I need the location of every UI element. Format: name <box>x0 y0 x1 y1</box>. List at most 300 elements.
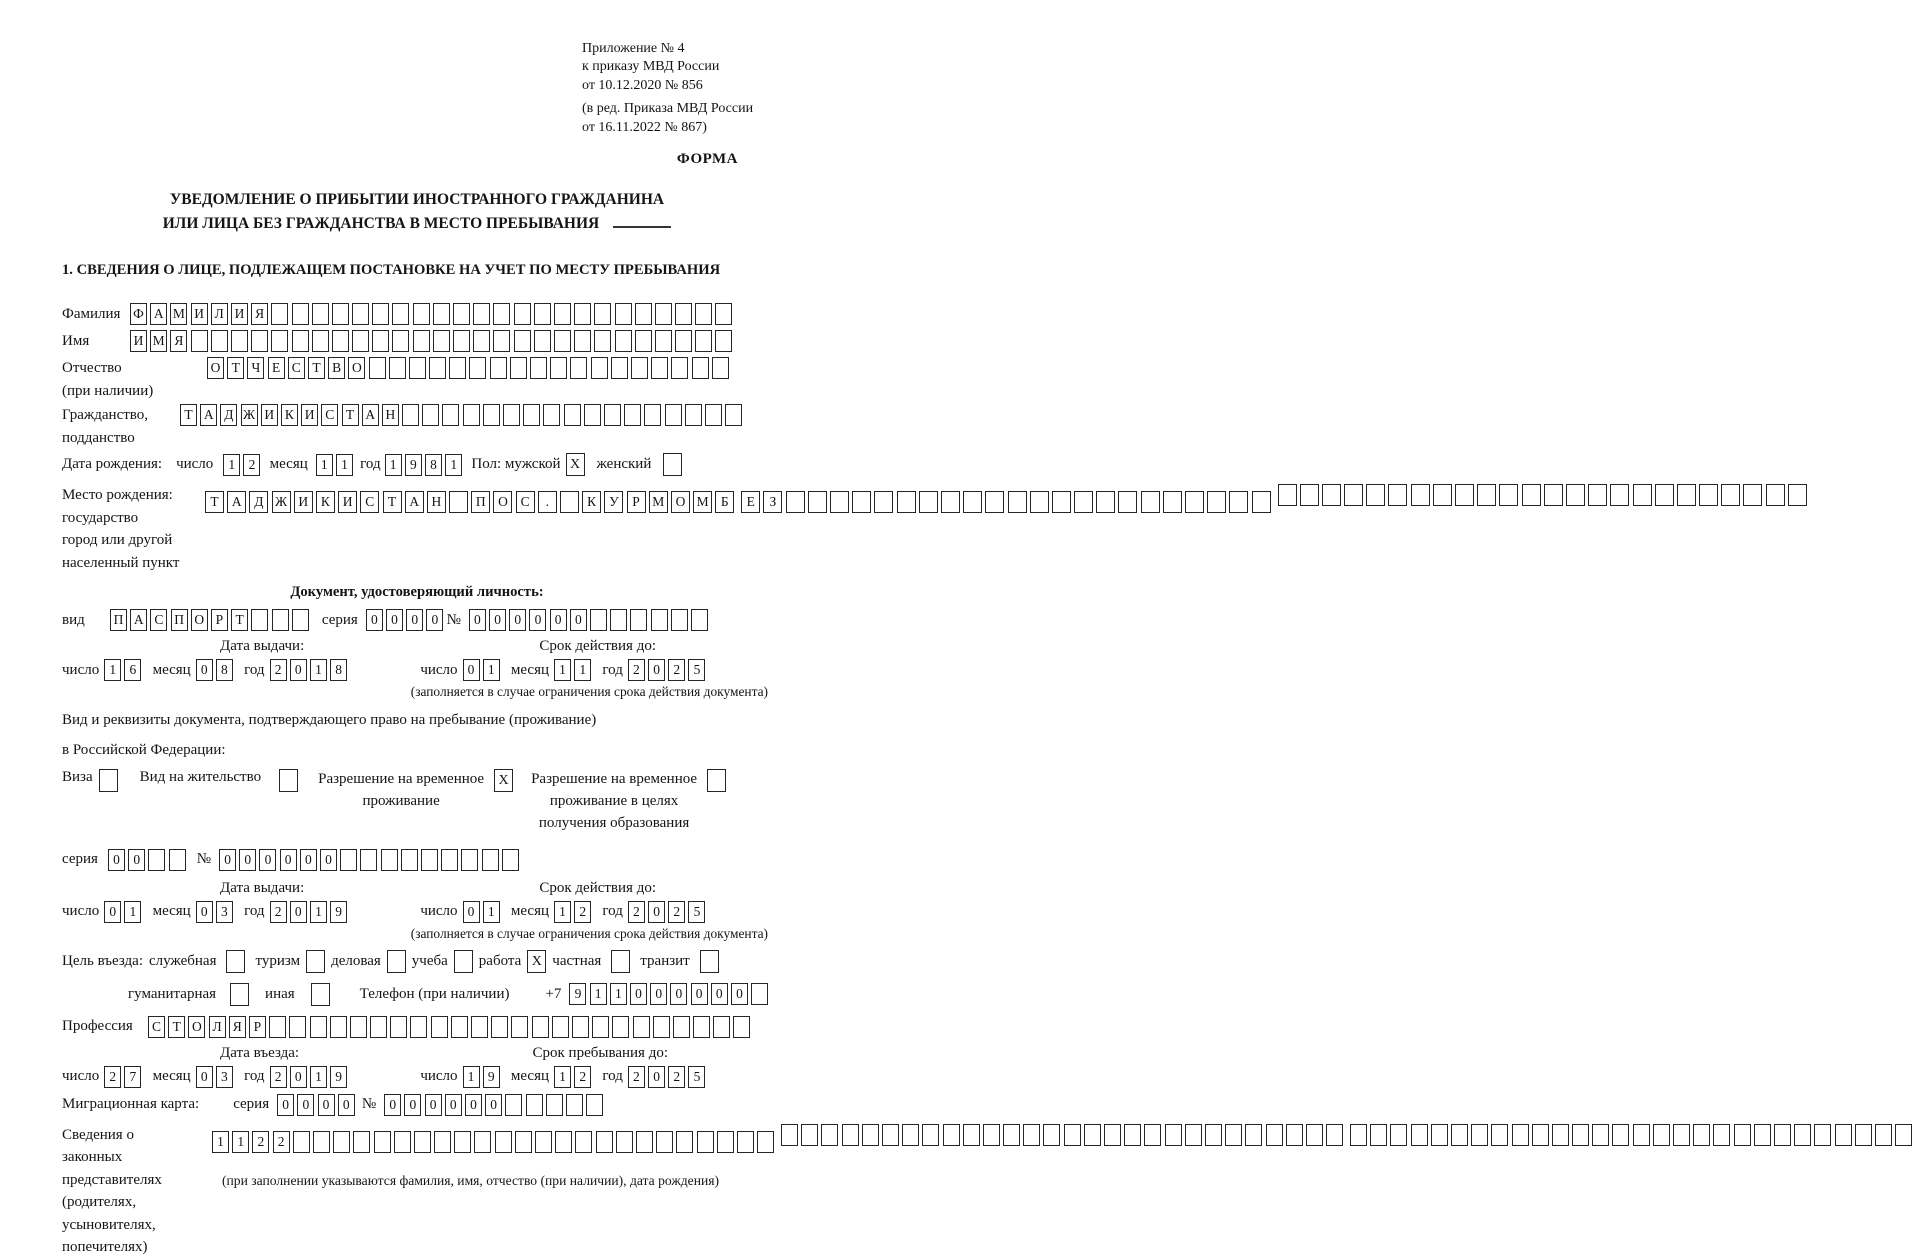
char-box[interactable] <box>635 303 652 325</box>
char-box[interactable]: 1 <box>554 659 571 681</box>
char-box[interactable]: Р <box>211 609 228 631</box>
char-box[interactable] <box>441 849 458 871</box>
char-box[interactable] <box>610 609 627 631</box>
char-box[interactable] <box>1266 1124 1283 1146</box>
char-box[interactable]: 0 <box>670 983 687 1005</box>
char-box[interactable] <box>352 303 369 325</box>
char-box[interactable]: 2 <box>574 901 591 923</box>
char-box[interactable] <box>1064 1124 1081 1146</box>
char-box[interactable]: 1 <box>336 454 353 476</box>
char-box[interactable]: 1 <box>223 454 240 476</box>
char-box[interactable]: 2 <box>243 454 260 476</box>
char-box[interactable] <box>534 303 551 325</box>
purpose-work-checkbox[interactable]: X <box>527 950 546 973</box>
char-box[interactable] <box>1326 1124 1343 1146</box>
char-box[interactable]: 2 <box>668 659 685 681</box>
purpose-other-checkbox[interactable] <box>311 983 330 1006</box>
char-box[interactable]: Т <box>342 404 359 426</box>
char-box[interactable] <box>390 1016 407 1038</box>
char-box[interactable]: 0 <box>104 901 121 923</box>
char-box[interactable] <box>631 357 648 379</box>
char-box[interactable] <box>1225 1124 1242 1146</box>
char-box[interactable] <box>191 330 208 352</box>
char-box[interactable] <box>453 330 470 352</box>
char-box[interactable] <box>493 330 510 352</box>
char-box[interactable] <box>590 609 607 631</box>
char-box[interactable]: 0 <box>320 849 337 871</box>
char-box[interactable]: 0 <box>648 901 665 923</box>
char-box[interactable]: И <box>301 404 318 426</box>
char-box[interactable] <box>526 1094 543 1116</box>
char-box[interactable] <box>897 491 916 513</box>
purpose-humanitarian-checkbox[interactable] <box>230 983 249 1006</box>
stay-month-boxes[interactable] <box>554 1066 594 1088</box>
char-box[interactable] <box>515 1131 532 1153</box>
char-box[interactable] <box>532 1016 549 1038</box>
char-box[interactable]: П <box>471 491 490 513</box>
char-box[interactable] <box>636 1131 653 1153</box>
char-box[interactable] <box>410 1016 427 1038</box>
char-box[interactable] <box>644 404 661 426</box>
sex-female-checkbox[interactable] <box>663 453 682 476</box>
char-box[interactable] <box>1084 1124 1101 1146</box>
char-box[interactable]: 3 <box>216 1066 233 1088</box>
char-box[interactable] <box>1252 491 1271 513</box>
char-box[interactable]: 1 <box>445 454 462 476</box>
char-box[interactable]: Т <box>180 404 197 426</box>
char-box[interactable] <box>169 849 186 871</box>
char-box[interactable] <box>482 849 499 871</box>
char-box[interactable]: 0 <box>650 983 667 1005</box>
char-box[interactable]: 0 <box>290 659 307 681</box>
char-box[interactable] <box>675 303 692 325</box>
char-box[interactable]: О <box>188 1016 205 1038</box>
citizenship-boxes[interactable] <box>180 404 745 426</box>
char-box[interactable] <box>596 1131 613 1153</box>
char-box[interactable] <box>737 1131 754 1153</box>
representatives-row2-boxes[interactable] <box>781 1124 1346 1146</box>
char-box[interactable] <box>665 404 682 426</box>
char-box[interactable]: 0 <box>691 983 708 1005</box>
char-box[interactable] <box>566 1094 583 1116</box>
char-box[interactable] <box>570 357 587 379</box>
char-box[interactable]: 0 <box>630 983 647 1005</box>
residence-number-boxes[interactable] <box>219 849 522 871</box>
char-box[interactable] <box>693 1016 710 1038</box>
char-box[interactable] <box>902 1124 919 1146</box>
char-box[interactable] <box>717 1131 734 1153</box>
char-box[interactable] <box>389 357 406 379</box>
residence-issue-year-boxes[interactable] <box>270 901 351 923</box>
char-box[interactable] <box>830 491 849 513</box>
char-box[interactable] <box>1185 1124 1202 1146</box>
char-box[interactable] <box>251 330 268 352</box>
char-box[interactable]: 1 <box>316 454 333 476</box>
char-box[interactable]: 0 <box>550 609 567 631</box>
char-box[interactable]: 0 <box>570 609 587 631</box>
valid-day-boxes[interactable] <box>463 659 503 681</box>
char-box[interactable]: 9 <box>330 901 347 923</box>
char-box[interactable]: 8 <box>330 659 347 681</box>
char-box[interactable] <box>554 303 571 325</box>
doc-series-boxes[interactable] <box>366 609 447 631</box>
char-box[interactable]: М <box>693 491 712 513</box>
char-box[interactable] <box>502 849 519 871</box>
char-box[interactable]: Р <box>249 1016 266 1038</box>
char-box[interactable] <box>983 1124 1000 1146</box>
purpose-official-checkbox[interactable] <box>226 950 245 973</box>
char-box[interactable] <box>148 849 165 871</box>
char-box[interactable] <box>941 491 960 513</box>
char-box[interactable] <box>1855 1124 1872 1146</box>
char-box[interactable] <box>530 357 547 379</box>
char-box[interactable] <box>431 1016 448 1038</box>
char-box[interactable] <box>535 1131 552 1153</box>
char-box[interactable] <box>394 1131 411 1153</box>
char-box[interactable]: 5 <box>688 659 705 681</box>
char-box[interactable]: 2 <box>270 659 287 681</box>
char-box[interactable] <box>269 1016 286 1038</box>
char-box[interactable] <box>421 849 438 871</box>
char-box[interactable] <box>616 1131 633 1153</box>
char-box[interactable] <box>1163 491 1182 513</box>
migration-series-boxes[interactable] <box>277 1094 358 1116</box>
char-box[interactable]: С <box>360 491 379 513</box>
char-box[interactable] <box>454 1131 471 1153</box>
char-box[interactable] <box>402 404 419 426</box>
char-box[interactable]: 0 <box>290 901 307 923</box>
char-box[interactable] <box>1030 491 1049 513</box>
char-box[interactable] <box>1074 491 1093 513</box>
char-box[interactable] <box>369 357 386 379</box>
char-box[interactable]: 0 <box>404 1094 421 1116</box>
char-box[interactable] <box>1144 1124 1161 1146</box>
char-box[interactable] <box>1043 1124 1060 1146</box>
char-box[interactable]: О <box>207 357 224 379</box>
char-box[interactable]: 1 <box>232 1131 249 1153</box>
char-box[interactable] <box>429 357 446 379</box>
char-box[interactable]: Я <box>229 1016 246 1038</box>
char-box[interactable]: О <box>191 609 208 631</box>
char-box[interactable]: Я <box>170 330 187 352</box>
char-box[interactable] <box>514 303 531 325</box>
char-box[interactable]: 2 <box>252 1131 269 1153</box>
residence-valid-year-boxes[interactable] <box>628 901 709 923</box>
char-box[interactable]: 5 <box>688 1066 705 1088</box>
char-box[interactable]: Л <box>209 1016 226 1038</box>
char-box[interactable] <box>534 330 551 352</box>
char-box[interactable] <box>332 330 349 352</box>
char-box[interactable] <box>510 357 527 379</box>
char-box[interactable]: 0 <box>711 983 728 1005</box>
char-box[interactable] <box>1052 491 1071 513</box>
char-box[interactable]: . <box>538 491 557 513</box>
char-box[interactable]: И <box>130 330 147 352</box>
char-box[interactable]: Ж <box>272 491 291 513</box>
char-box[interactable] <box>695 303 712 325</box>
char-box[interactable] <box>697 1131 714 1153</box>
char-box[interactable]: 1 <box>590 983 607 1005</box>
char-box[interactable] <box>821 1124 838 1146</box>
char-box[interactable]: 0 <box>108 849 125 871</box>
char-box[interactable] <box>505 1094 522 1116</box>
char-box[interactable] <box>413 303 430 325</box>
char-box[interactable]: 6 <box>124 659 141 681</box>
char-box[interactable] <box>786 491 805 513</box>
char-box[interactable]: 0 <box>297 1094 314 1116</box>
char-box[interactable] <box>594 330 611 352</box>
char-box[interactable] <box>651 357 668 379</box>
birth-day-boxes[interactable] <box>223 454 263 476</box>
char-box[interactable] <box>1592 1124 1609 1146</box>
char-box[interactable] <box>651 609 668 631</box>
char-box[interactable]: Т <box>308 357 325 379</box>
char-box[interactable]: 9 <box>405 454 422 476</box>
char-box[interactable] <box>1306 1124 1323 1146</box>
temp-residence-checkbox[interactable]: X <box>494 769 513 792</box>
char-box[interactable] <box>1008 491 1027 513</box>
char-box[interactable] <box>350 1016 367 1038</box>
char-box[interactable] <box>289 1016 306 1038</box>
char-box[interactable]: Ф <box>130 303 147 325</box>
char-box[interactable] <box>584 404 601 426</box>
char-box[interactable]: 0 <box>280 849 297 871</box>
char-box[interactable]: 2 <box>628 659 645 681</box>
char-box[interactable] <box>493 303 510 325</box>
char-box[interactable]: Н <box>382 404 399 426</box>
char-box[interactable] <box>1245 1124 1262 1146</box>
char-box[interactable]: 0 <box>425 1094 442 1116</box>
char-box[interactable] <box>1875 1124 1892 1146</box>
char-box[interactable] <box>330 1016 347 1038</box>
char-box[interactable] <box>1388 484 1407 506</box>
char-box[interactable] <box>1588 484 1607 506</box>
purpose-study-checkbox[interactable] <box>454 950 473 973</box>
char-box[interactable] <box>985 491 1004 513</box>
char-box[interactable] <box>1693 1124 1710 1146</box>
char-box[interactable] <box>483 404 500 426</box>
char-box[interactable]: К <box>281 404 298 426</box>
char-box[interactable]: 0 <box>128 849 145 871</box>
char-box[interactable] <box>1572 1124 1589 1146</box>
char-box[interactable]: 0 <box>219 849 236 871</box>
char-box[interactable]: С <box>321 404 338 426</box>
char-box[interactable] <box>1165 1124 1182 1146</box>
char-box[interactable] <box>1366 484 1385 506</box>
char-box[interactable]: 1 <box>385 454 402 476</box>
char-box[interactable] <box>461 849 478 871</box>
char-box[interactable] <box>611 357 628 379</box>
char-box[interactable] <box>490 357 507 379</box>
char-box[interactable] <box>705 404 722 426</box>
given-name-boxes[interactable] <box>130 330 736 352</box>
char-box[interactable] <box>511 1016 528 1038</box>
char-box[interactable] <box>1471 1124 1488 1146</box>
char-box[interactable] <box>594 303 611 325</box>
residence-issue-day-boxes[interactable] <box>104 901 144 923</box>
char-box[interactable]: О <box>493 491 512 513</box>
char-box[interactable] <box>293 1131 310 1153</box>
char-box[interactable] <box>1286 1124 1303 1146</box>
char-box[interactable]: 1 <box>310 659 327 681</box>
char-box[interactable]: 0 <box>277 1094 294 1116</box>
char-box[interactable] <box>1370 1124 1387 1146</box>
char-box[interactable] <box>1411 1124 1428 1146</box>
profession-boxes[interactable] <box>148 1016 754 1038</box>
char-box[interactable] <box>712 357 729 379</box>
char-box[interactable] <box>449 357 466 379</box>
char-box[interactable]: 2 <box>270 901 287 923</box>
char-box[interactable] <box>1699 484 1718 506</box>
char-box[interactable]: 0 <box>338 1094 355 1116</box>
char-box[interactable]: Т <box>168 1016 185 1038</box>
char-box[interactable] <box>751 983 768 1005</box>
char-box[interactable]: И <box>338 491 357 513</box>
char-box[interactable]: 0 <box>529 609 546 631</box>
char-box[interactable]: Д <box>220 404 237 426</box>
char-box[interactable] <box>352 330 369 352</box>
char-box[interactable] <box>733 1016 750 1038</box>
char-box[interactable] <box>808 491 827 513</box>
char-box[interactable] <box>1774 1124 1791 1146</box>
char-box[interactable] <box>653 1016 670 1038</box>
char-box[interactable] <box>633 1016 650 1038</box>
char-box[interactable]: 0 <box>406 609 423 631</box>
char-box[interactable]: М <box>170 303 187 325</box>
char-box[interactable]: Р <box>627 491 646 513</box>
char-box[interactable] <box>922 1124 939 1146</box>
char-box[interactable] <box>1895 1124 1912 1146</box>
char-box[interactable] <box>491 1016 508 1038</box>
char-box[interactable]: 0 <box>648 659 665 681</box>
char-box[interactable]: 2 <box>628 1066 645 1088</box>
char-box[interactable]: 0 <box>426 609 443 631</box>
char-box[interactable]: И <box>294 491 313 513</box>
char-box[interactable] <box>564 404 581 426</box>
char-box[interactable] <box>1713 1124 1730 1146</box>
char-box[interactable] <box>503 404 520 426</box>
char-box[interactable] <box>615 303 632 325</box>
char-box[interactable] <box>842 1124 859 1146</box>
char-box[interactable] <box>1766 484 1785 506</box>
char-box[interactable]: 1 <box>574 659 591 681</box>
char-box[interactable]: 0 <box>648 1066 665 1088</box>
char-box[interactable]: 0 <box>465 1094 482 1116</box>
char-box[interactable]: 2 <box>273 1131 290 1153</box>
char-box[interactable]: О <box>671 491 690 513</box>
char-box[interactable] <box>514 330 531 352</box>
char-box[interactable]: Л <box>211 303 228 325</box>
char-box[interactable]: Я <box>251 303 268 325</box>
char-box[interactable] <box>473 330 490 352</box>
char-box[interactable] <box>310 1016 327 1038</box>
char-box[interactable] <box>801 1124 818 1146</box>
char-box[interactable] <box>1118 491 1137 513</box>
char-box[interactable] <box>1673 1124 1690 1146</box>
char-box[interactable] <box>474 1131 491 1153</box>
char-box[interactable] <box>372 330 389 352</box>
char-box[interactable] <box>757 1131 774 1153</box>
char-box[interactable] <box>725 404 742 426</box>
surname-boxes[interactable] <box>130 303 736 325</box>
char-box[interactable]: С <box>288 357 305 379</box>
char-box[interactable]: 1 <box>554 1066 571 1088</box>
char-box[interactable] <box>1096 491 1115 513</box>
char-box[interactable] <box>1754 1124 1771 1146</box>
char-box[interactable] <box>211 330 228 352</box>
char-box[interactable] <box>592 1016 609 1038</box>
char-box[interactable] <box>1390 1124 1407 1146</box>
birth-place-row3-boxes[interactable] <box>1278 484 1811 506</box>
char-box[interactable] <box>251 609 268 631</box>
char-box[interactable] <box>1633 1124 1650 1146</box>
char-box[interactable] <box>1814 1124 1831 1146</box>
residence-issue-month-boxes[interactable] <box>196 901 236 923</box>
char-box[interactable] <box>374 1131 391 1153</box>
char-box[interactable] <box>572 1016 589 1038</box>
char-box[interactable]: Т <box>227 357 244 379</box>
char-box[interactable] <box>433 303 450 325</box>
purpose-business-checkbox[interactable] <box>387 950 406 973</box>
residence-valid-month-boxes[interactable] <box>554 901 594 923</box>
char-box[interactable]: 0 <box>300 849 317 871</box>
char-box[interactable] <box>1141 491 1160 513</box>
char-box[interactable]: 0 <box>318 1094 335 1116</box>
migration-number-boxes[interactable] <box>384 1094 606 1116</box>
char-box[interactable] <box>1433 484 1452 506</box>
char-box[interactable]: 0 <box>509 609 526 631</box>
birth-month-boxes[interactable] <box>316 454 356 476</box>
char-box[interactable] <box>1653 1124 1670 1146</box>
char-box[interactable] <box>370 1016 387 1038</box>
char-box[interactable] <box>676 1131 693 1153</box>
char-box[interactable] <box>271 330 288 352</box>
char-box[interactable] <box>1655 484 1674 506</box>
char-box[interactable]: А <box>130 609 147 631</box>
char-box[interactable] <box>272 609 289 631</box>
char-box[interactable] <box>624 404 641 426</box>
doc-kind-boxes[interactable] <box>110 609 312 631</box>
char-box[interactable]: 1 <box>483 659 500 681</box>
char-box[interactable] <box>1451 1124 1468 1146</box>
char-box[interactable]: 0 <box>485 1094 502 1116</box>
char-box[interactable]: 1 <box>610 983 627 1005</box>
char-box[interactable]: 1 <box>310 1066 327 1088</box>
char-box[interactable] <box>1544 484 1563 506</box>
char-box[interactable]: 2 <box>628 901 645 923</box>
char-box[interactable] <box>433 330 450 352</box>
char-box[interactable] <box>1104 1124 1121 1146</box>
char-box[interactable] <box>292 330 309 352</box>
char-box[interactable] <box>1477 484 1496 506</box>
char-box[interactable] <box>675 330 692 352</box>
char-box[interactable] <box>715 303 732 325</box>
char-box[interactable] <box>372 303 389 325</box>
char-box[interactable] <box>635 330 652 352</box>
char-box[interactable] <box>1532 1124 1549 1146</box>
char-box[interactable]: 1 <box>554 901 571 923</box>
char-box[interactable]: А <box>200 404 217 426</box>
residence-series-boxes[interactable] <box>108 849 189 871</box>
char-box[interactable] <box>1411 484 1430 506</box>
char-box[interactable]: 2 <box>270 1066 287 1088</box>
char-box[interactable]: У <box>604 491 623 513</box>
issue-month-boxes[interactable] <box>196 659 236 681</box>
char-box[interactable] <box>781 1124 798 1146</box>
char-box[interactable] <box>340 849 357 871</box>
char-box[interactable] <box>1677 484 1696 506</box>
char-box[interactable] <box>574 303 591 325</box>
